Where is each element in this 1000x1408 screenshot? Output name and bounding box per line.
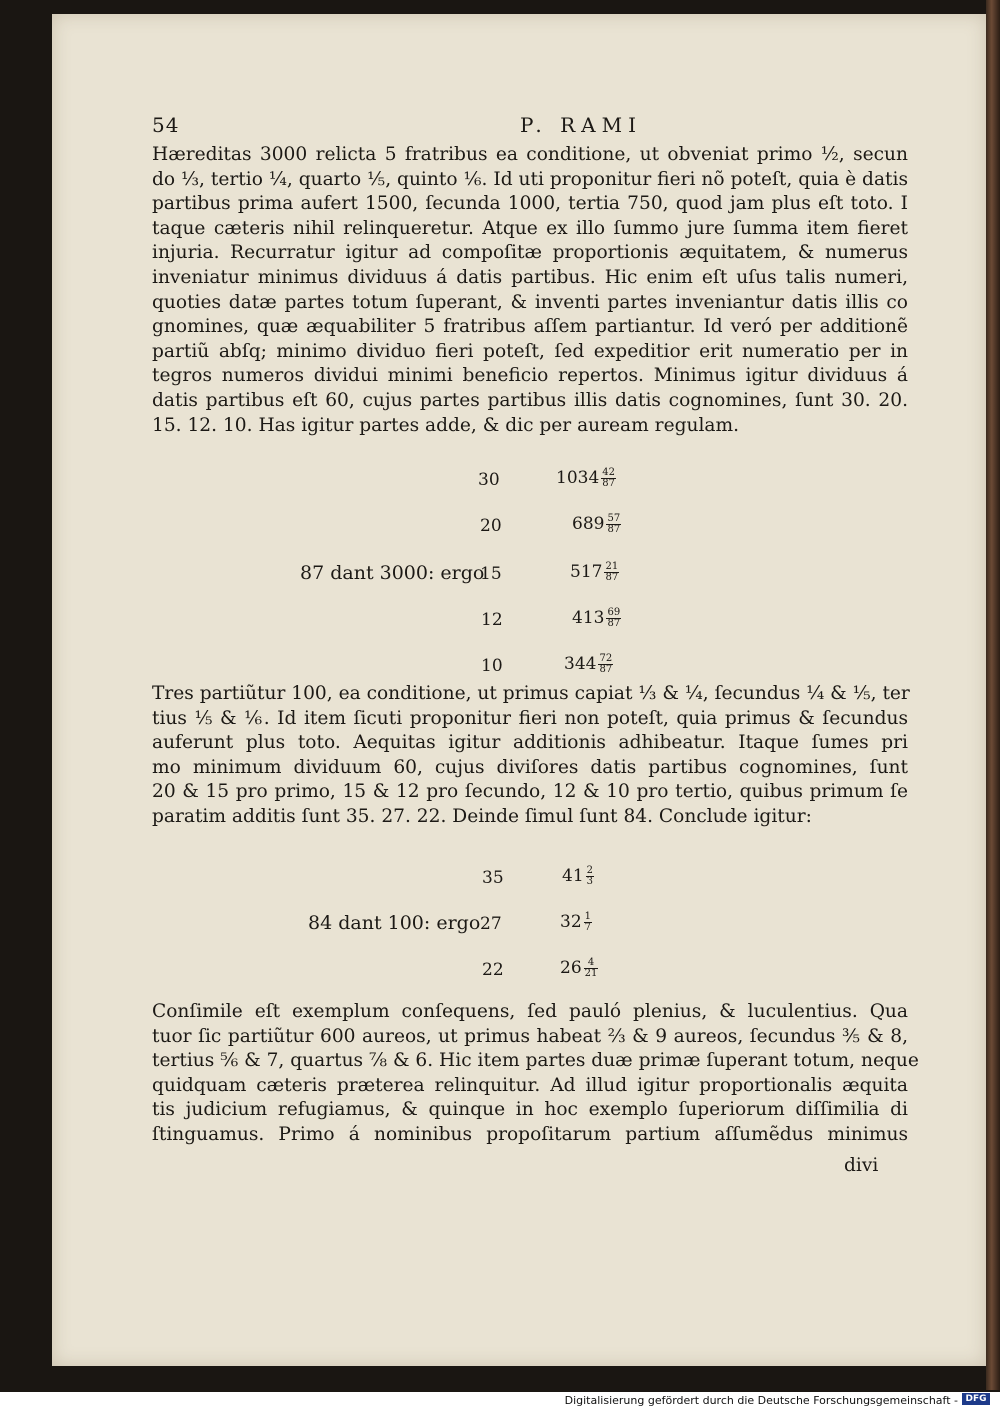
table2-value: 32 $\frac{1}{7}$ — [560, 911, 592, 933]
table1-part: 10 — [481, 656, 503, 676]
text-line: Hæreditas 3000 relicta 5 fratribus ea conditione, ut obveniat primo ½, secun — [152, 144, 908, 165]
table2-part: 35 — [482, 868, 504, 888]
text-line: inveniatur minimus dividuus á datis partibus. Hic enim eſt uſus talis numeri, — [152, 266, 908, 288]
text-line: do ⅓, tertio ¼, quarto ⅕, quinto ⅙. Id uti proponitur fieri nõ poteſt, quia è datis — [152, 168, 908, 190]
text-line: injuria. Recurratur igitur ad compoſitæ proportionis æquitatem, & numerus — [152, 242, 908, 264]
text-line: mo minimum dividuum 60, cujus diviſores datis partibus cognomines, ſunt — [152, 756, 908, 778]
text-line: quoties datæ partes totum ſuperant, & inventi partes inveniantur datis illis co — [152, 291, 908, 313]
table1-part: 20 — [480, 516, 502, 536]
text-line: auferunt plus toto. Aequitas igitur additionis adhibeatur. Itaque ſumes pri — [152, 732, 908, 754]
table1-part: 12 — [481, 610, 503, 630]
running-title: P. RAMI — [520, 113, 642, 137]
text-line: Conſimile eſt exemplum conſequens, ſed pauló plenius, & luculentius. Qua — [152, 1001, 908, 1022]
table1-value: 413 $\frac{69}{87}$ — [572, 607, 621, 629]
table2-value: 41 $\frac{2}{3}$ — [562, 865, 594, 887]
table2-value: 26 $\frac{4}{21}$ — [560, 957, 598, 979]
table2-label: 84 dant 100: ergo — [308, 912, 481, 934]
text-line: partiũ abſq; minimo dividuo fieri poteſt, ſed expeditior erit numeratio per in — [152, 340, 908, 362]
table1-value: 689 $\frac{57}{87}$ — [572, 513, 621, 535]
text-line: tertius ⅚ & 7, quartus ⅞ & 6. Hic item partes duæ primæ ſuperant totum, neque — [152, 1050, 919, 1072]
page-number: 54 — [152, 113, 180, 137]
text-line: datis partibus eſt 60, cujus partes partibus illis datis cognomines, ſunt 30. 20. — [152, 389, 908, 411]
book-spine — [986, 0, 1000, 1390]
text-line: partibus prima aufert 1500, ſecunda 1000, tertia 750, quod jam plus eſt toto. I — [152, 193, 908, 215]
text-line: Tres partiũtur 100, ea conditione, ut primus capiat ⅓ & ¼, ſecundus ¼ & ⅕, ter — [152, 683, 910, 704]
table1-value: 344 $\frac{72}{87}$ — [564, 653, 613, 675]
catchword: divi — [844, 1155, 879, 1176]
text-line: tegros numeros dividui minimi beneficio repertos. Minimus igitur dividuus á — [152, 365, 908, 387]
table1-value: 1034 $\frac{42}{87}$ — [556, 467, 615, 489]
table1-label: 87 dant 3000: ergo — [300, 562, 485, 584]
text-line: quidquam cæteris præterea relinquitur. Ad illud igitur proportionalis æquita — [152, 1074, 908, 1096]
dfg-logo[interactable]: DFG — [962, 1393, 990, 1405]
table1-value: 517 $\frac{21}{87}$ — [570, 561, 619, 583]
text-line: 20 & 15 pro primo, 15 & 12 pro ſecundo, 12 & 10 pro tertio, quibus primum ſe — [152, 781, 908, 803]
table2-part: 22 — [482, 960, 504, 980]
table1-part: 30 — [478, 470, 500, 490]
paragraph-1 — [152, 143, 908, 438]
footer-credit: Digitalisierung gefördert durch die Deutsche Forschungsgemeinschaft - — [564, 1394, 958, 1407]
text-line: paratim additis ſunt 35. 27. 22. Deinde ſimul ſunt 84. Conclude igitur: — [152, 805, 812, 827]
text-line: tius ⅕ & ⅙. Id item ſicuti proponitur fieri non poteſt, quia primus & ſecundus — [152, 707, 908, 729]
paragraph-3 — [152, 1000, 919, 1148]
table2-part: 27 — [480, 914, 502, 934]
text-line: 15. 12. 10. Has igitur partes adde, & dic per auream regulam. — [152, 414, 740, 436]
text-line: tuor ſic partiũtur 600 aureos, ut primus habeat ⅔ & 9 aureos, ſecundus ⅗ & 8, — [152, 1025, 908, 1047]
text-line: gnomines, quæ æquabiliter 5 fratribus aſſem partiantur. Id veró per additionẽ — [152, 316, 908, 338]
text-line: taque cæteris nihil relinqueretur. Atque ex illo ſummo jure ſumma item fieret — [152, 217, 908, 239]
text-line: ſtinguamus. Primo á nominibus propoſitarum partium aſſumẽdus minimus — [152, 1123, 908, 1145]
text-line: tis judicium refugiamus, & quinque in hoc exemplo ſuperiorum diſſimilia di — [152, 1099, 908, 1121]
table1-part: 15 — [480, 564, 502, 584]
paragraph-2 — [152, 682, 908, 830]
